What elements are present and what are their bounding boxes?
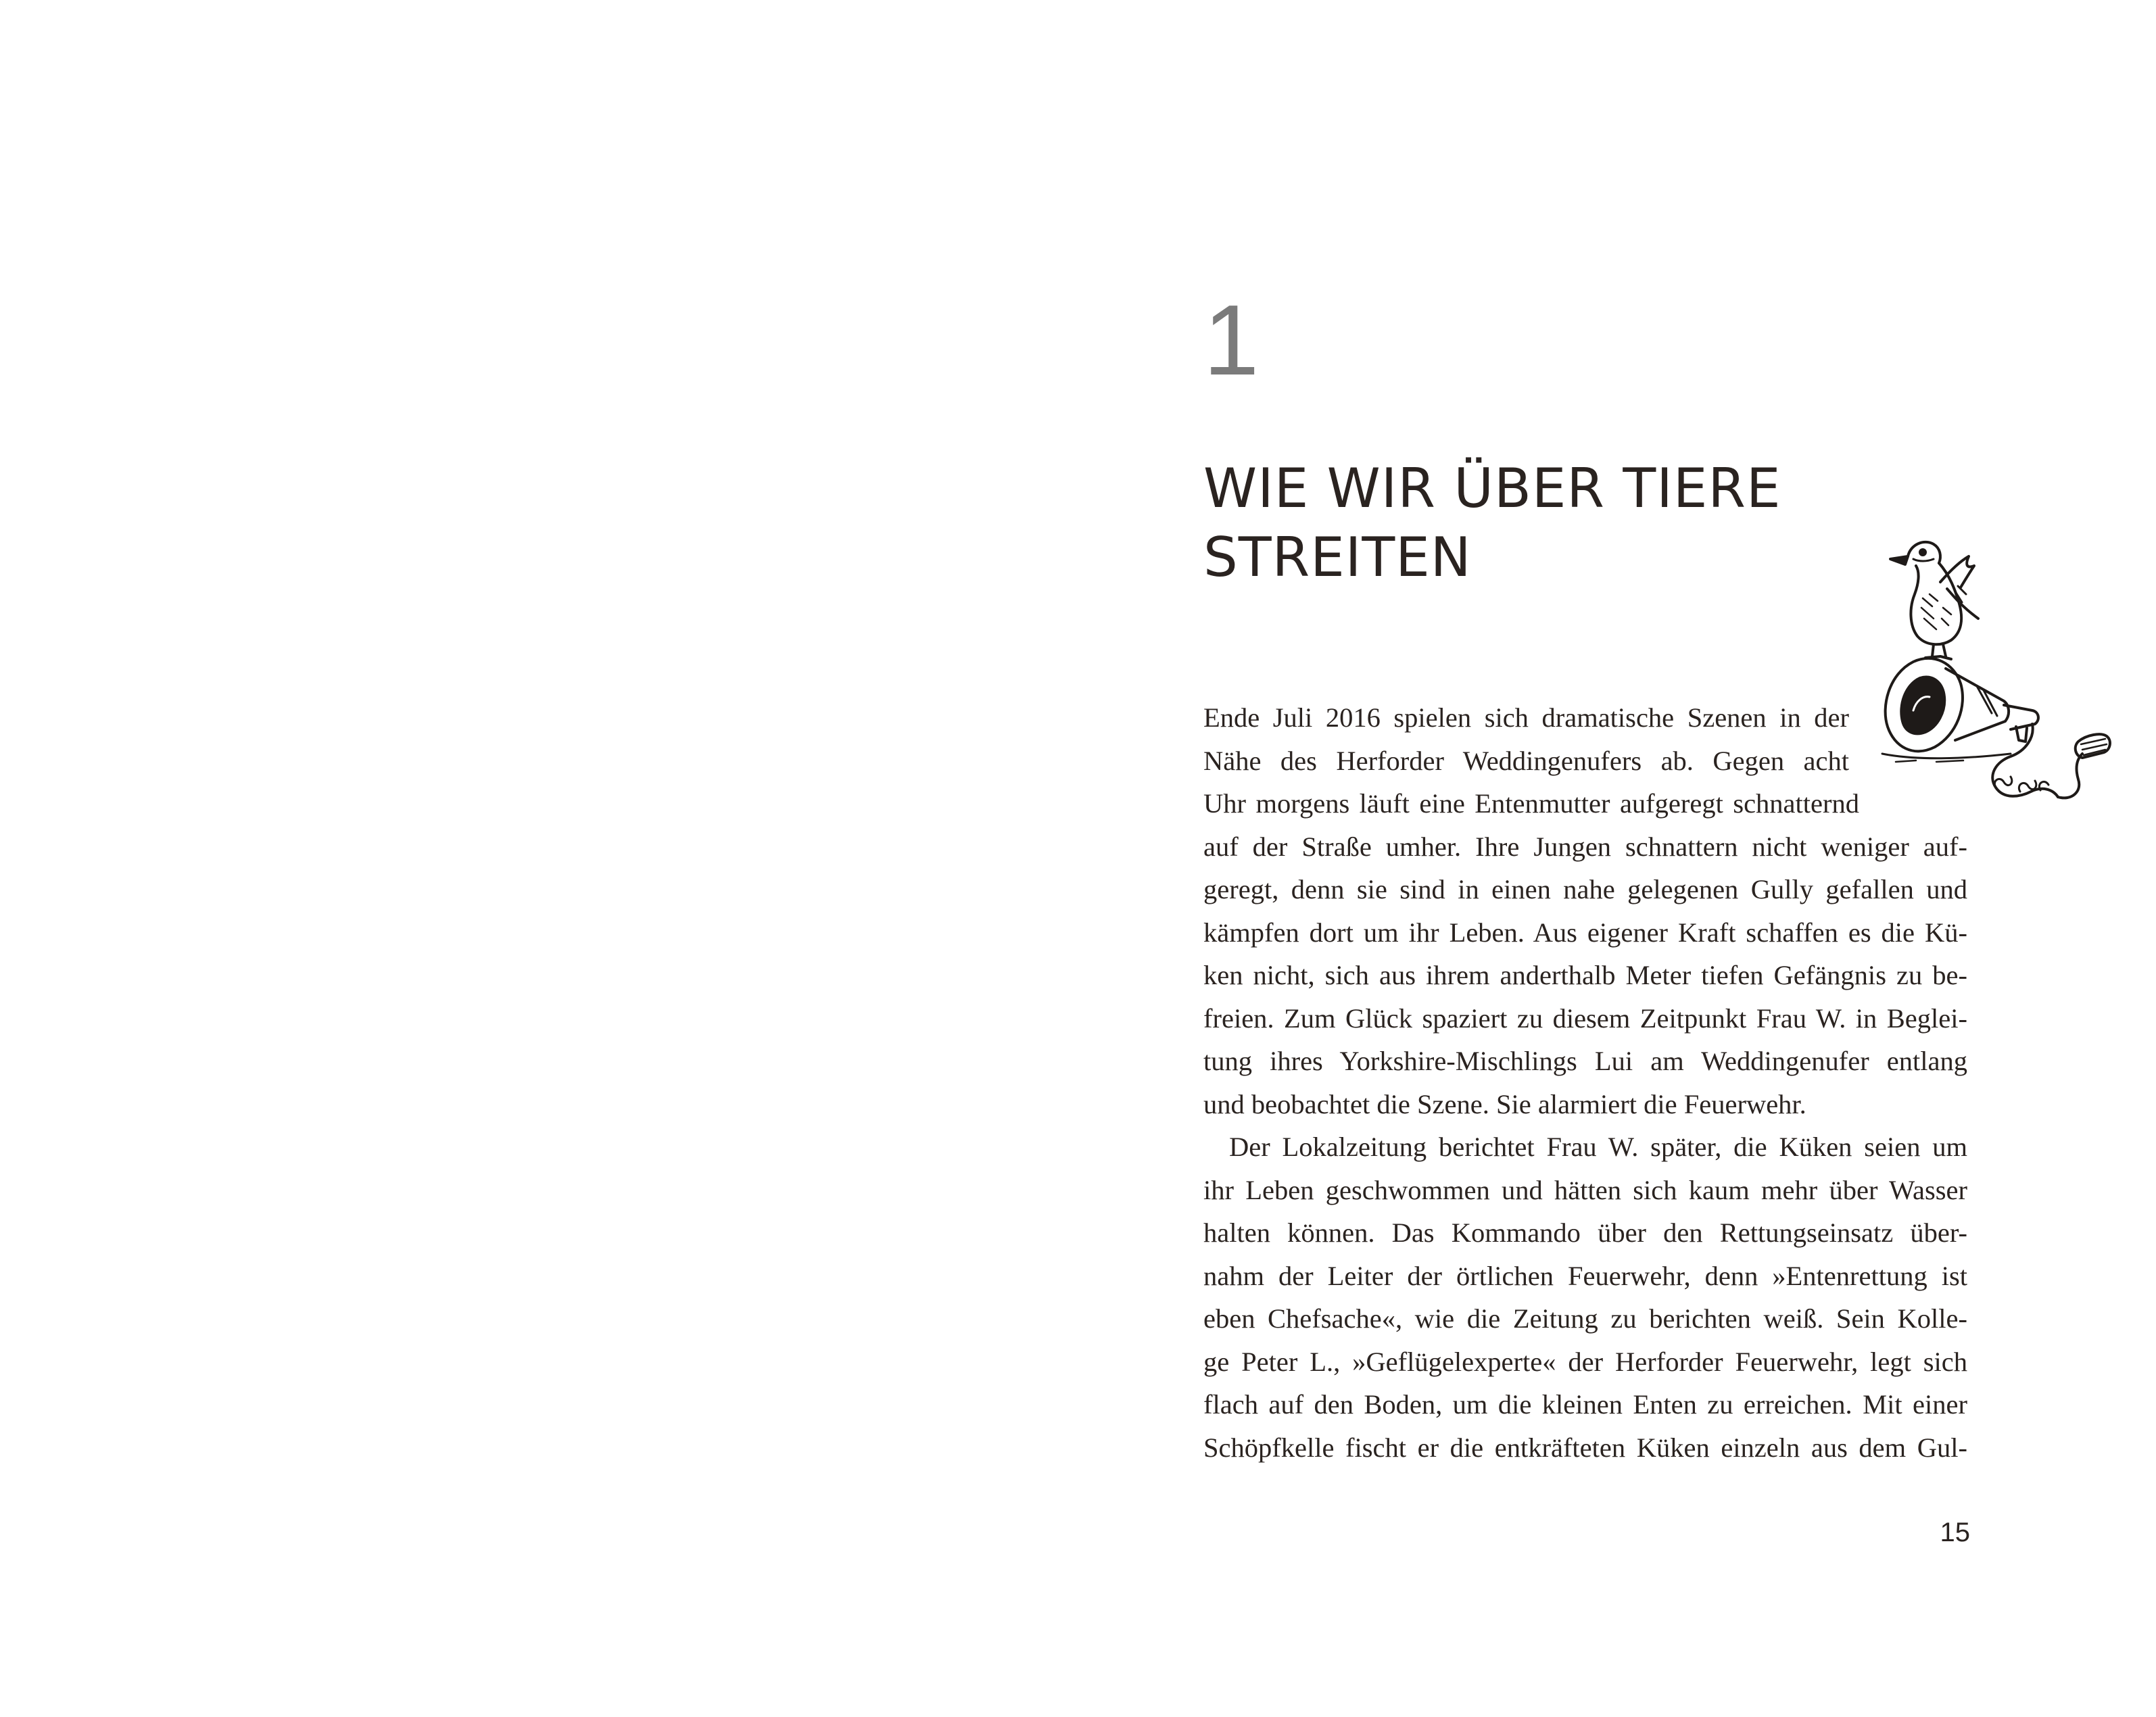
page-number: 15 xyxy=(1940,1518,1970,1547)
text-line: auf der Straße umher. Ihre Jungen schnattern nicht weniger auf- xyxy=(1203,831,1967,862)
text-line: Der Lokalzeitung berichtet Frau W. später, die Küken seien um xyxy=(1229,1132,1967,1162)
text-line: freien. Zum Glück spaziert zu diesem Zeitpunkt Frau W. in Beglei- xyxy=(1203,1002,1967,1034)
text-line: Schöpfkelle fischt er die entkräfteten Küken einzeln aus dem Gul- xyxy=(1203,1432,1967,1463)
text-line: ge Peter L., »Geflügelexperte« der Herforder Feuerwehr, legt sich xyxy=(1203,1346,1967,1377)
right-page xyxy=(1078,0,2156,1717)
text-line: kämpfen dort um ihr Leben. Aus eigener Kraft schaffen es die Kü- xyxy=(1203,917,1967,948)
text-line: flach auf den Boden, um die kleinen Enten zu erreichen. Mit einer xyxy=(1203,1389,1967,1420)
chapter-title-line-1: WIE WIR ÜBER TIERE xyxy=(1203,457,1781,520)
text-line: nahm der Leiter der örtlichen Feuerwehr, denn »Entenrettung ist xyxy=(1203,1260,1967,1291)
text-line: halten können. Das Kommando über den Rettungseinsatz über- xyxy=(1203,1217,1967,1248)
text-line: tung ihres Yorkshire-Mischlings Lui am Weddingenufer entlang xyxy=(1203,1046,1967,1076)
text-line: Nähe des Herforder Weddingenufers ab. Gegen acht xyxy=(1203,745,1849,776)
text-line: eben Chefsache«, wie die Zeitung zu berichten weiß. Sein Kolle- xyxy=(1203,1303,1967,1334)
text-line: Uhr morgens läuft eine Entenmutter aufgeregt schnatternd xyxy=(1203,788,1859,819)
text-line: ihr Leben geschwommen und hätten sich kaum mehr über Wasser xyxy=(1203,1174,1967,1205)
chapter-number: 1 xyxy=(1203,285,1260,396)
chapter-title-line-2: STREITEN xyxy=(1203,526,1472,589)
text-line: geregt, denn sie sind in einen nahe gelegenen Gully gefallen und xyxy=(1203,874,1967,904)
text-line: und beobachtet die Szene. Sie alarmiert die Feuerwehr. xyxy=(1203,1088,1806,1119)
text-line: Ende Juli 2016 spielen sich dramatische Szenen in der xyxy=(1203,702,1849,733)
text-line: ken nicht, sich aus ihrem anderthalb Meter tiefen Gefängnis zu be- xyxy=(1203,960,1967,990)
body-text xyxy=(1203,696,1967,1469)
chapter-title xyxy=(1203,454,1947,592)
